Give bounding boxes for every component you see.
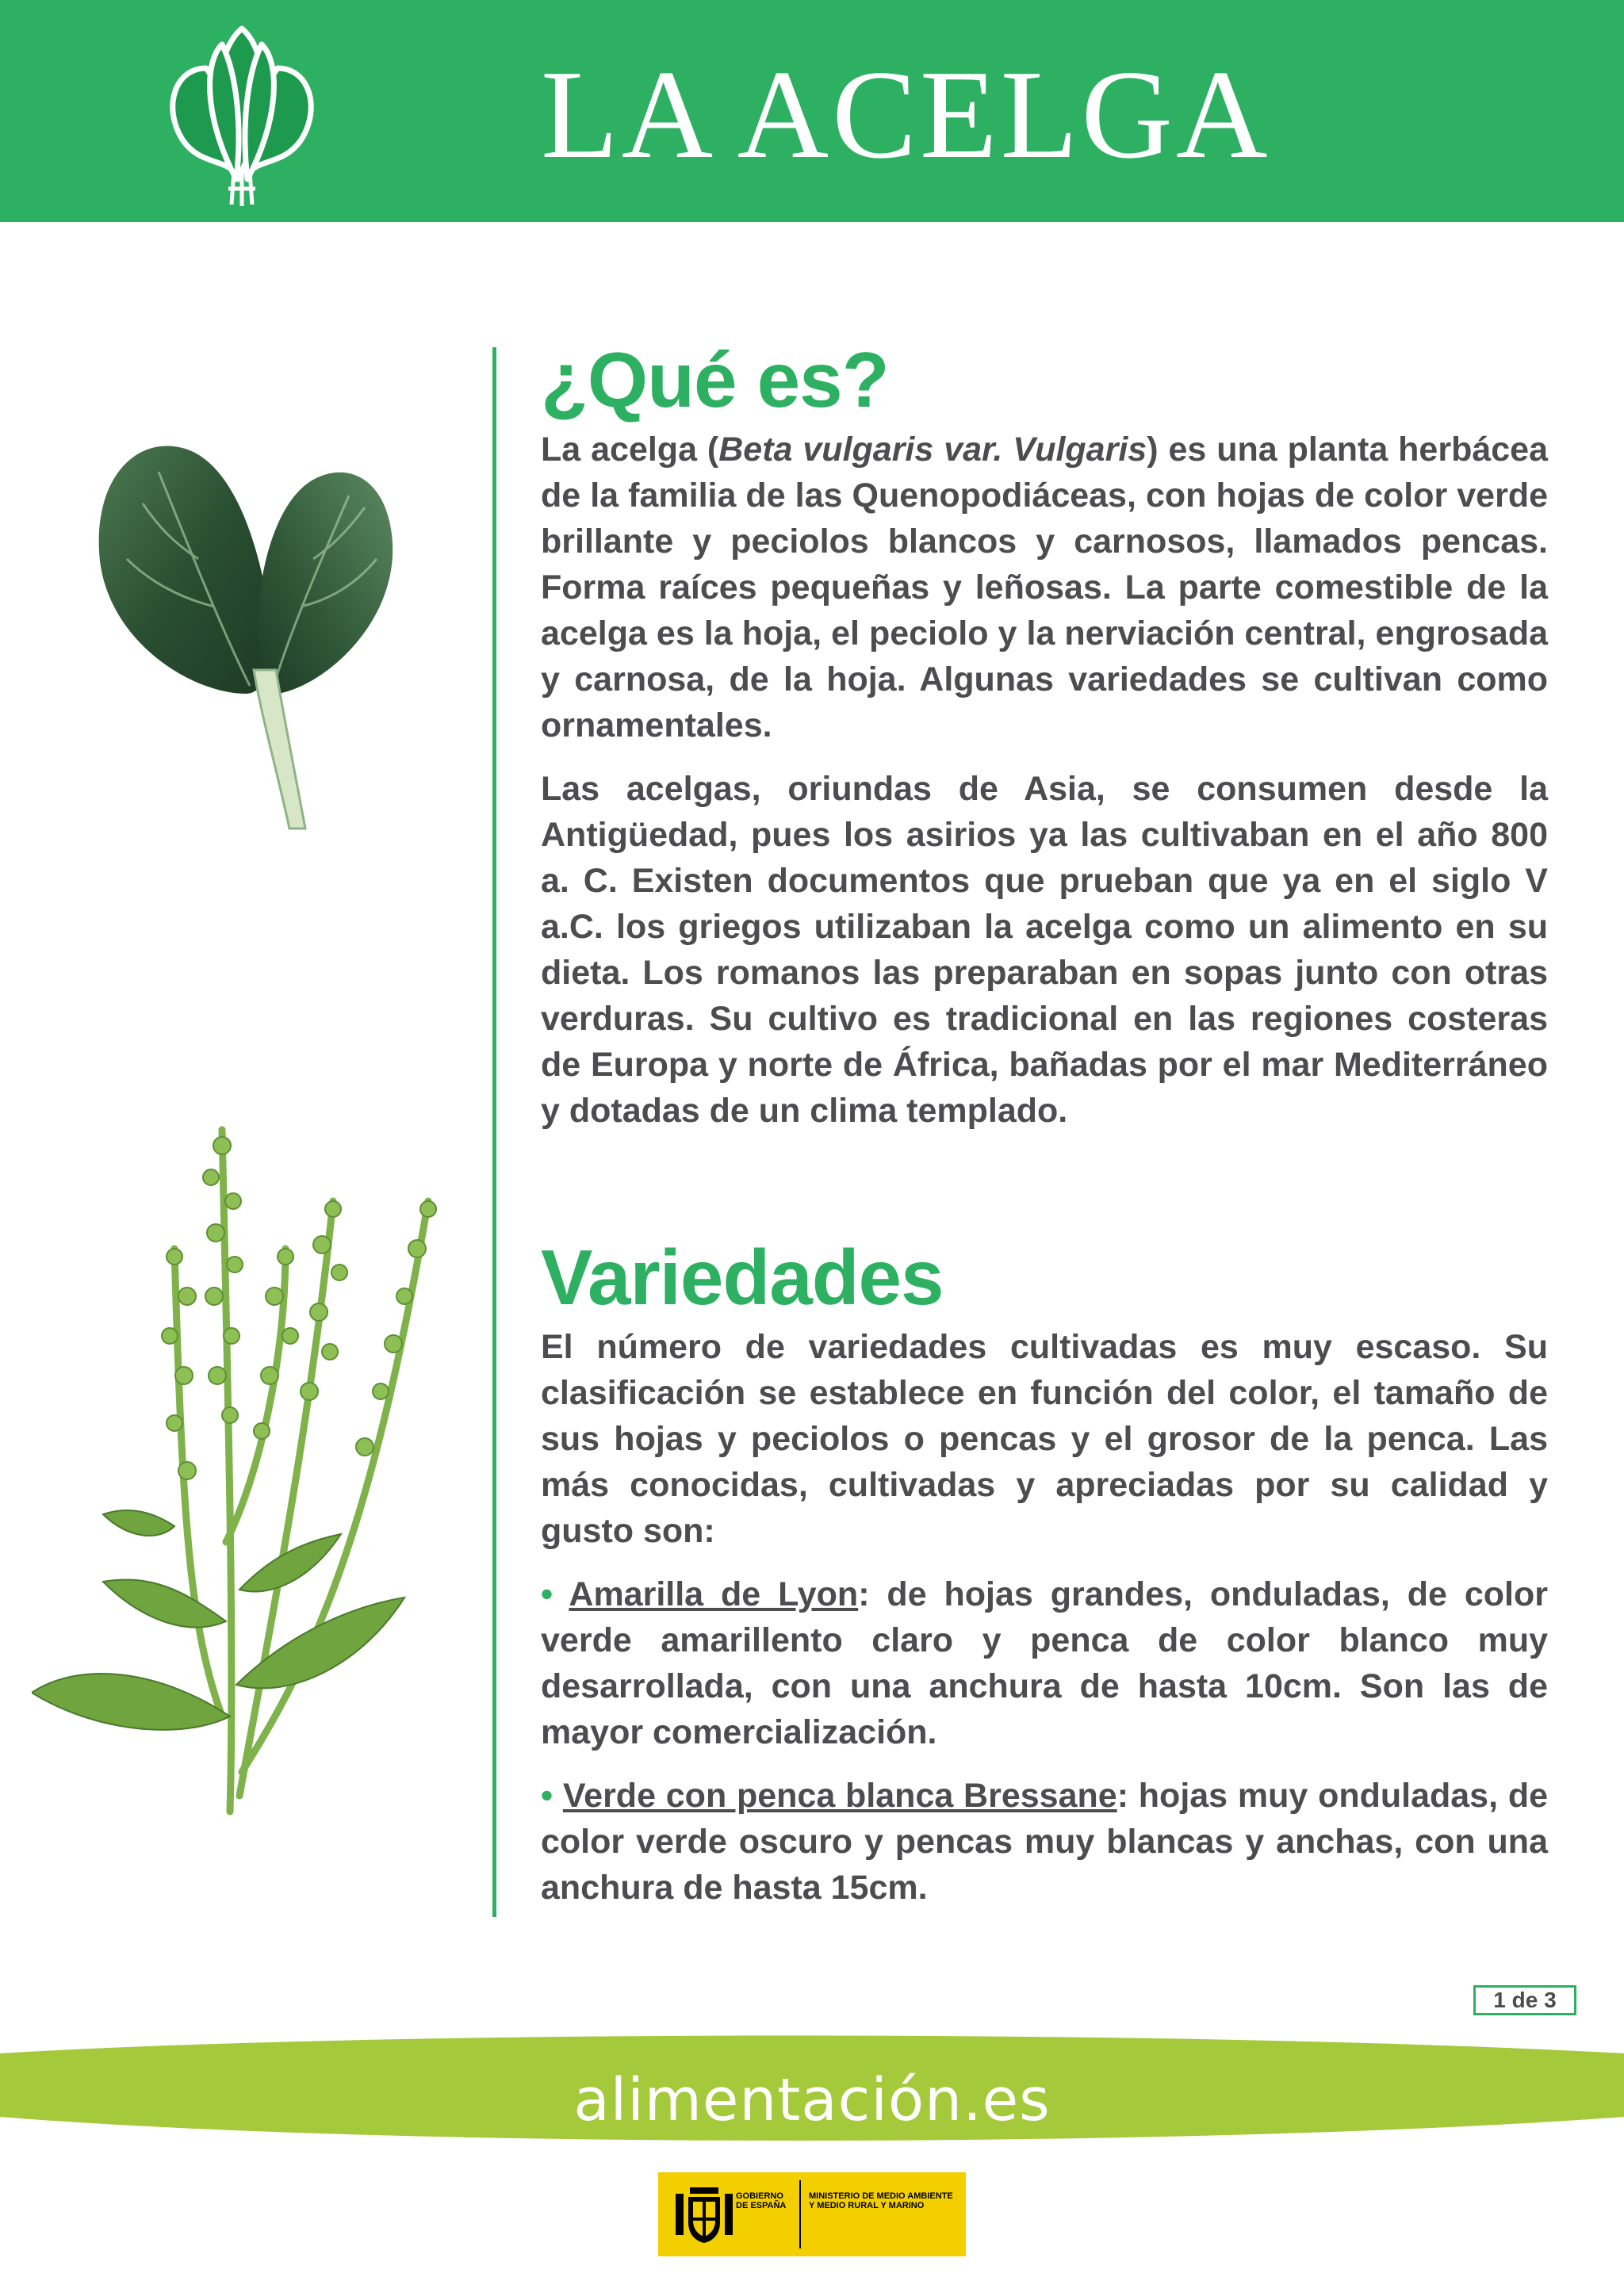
main-content <box>541 333 1548 1928</box>
paragraph-varieties-intro: El número de variedades cultivadas es muy escaso. Su clasificación se establece en función del color, el tamaño de sus hojas y peciolos o pencas y el grosor de la penca. Las más conocidas, cultivadas y apreciadas por su calidad y gusto son: <box>541 1328 1548 1550</box>
chard-leaf-illustration <box>87 432 404 836</box>
paragraph-text: La acelga ( <box>541 430 719 469</box>
chard-bunch-icon <box>159 21 325 211</box>
section-heading-variedades: Variedades <box>541 1234 944 1321</box>
variety-description: : hojas muy onduladas, de color verde oscuro y pencas muy blancas y anchas, con una anchura de hasta 15cm. <box>541 1777 1548 1907</box>
list-item-variety <box>541 1773 1548 1911</box>
variety-name: Verde con penca blanca Bressane <box>562 1777 1117 1815</box>
paragraph-history: Las acelgas, oriundas de Asia, se consumen desde la Antigüedad, pues los asirios ya las cultivaban en el año 800 a. C. Existen documentos que prueban que ya en el siglo V a.C. los griegos utilizaban la acelga como un alimento en su dieta. Los romanos las preparaban en sopas junto con otras verduras. Su cultivo es tradicional en las regiones costeras de Europa y norte de África, bañadas por el mar Mediterráneo y dotadas de un clima templado. <box>541 770 1548 1130</box>
government-logo <box>658 2172 966 2256</box>
footer-brand: alimentación.es <box>573 2066 1051 2134</box>
variety-description: : de hojas grandes, onduladas, de color verde amarillento claro y penca de color blanco muy desarrollada, con una anchura de hasta 10cm. Son las de mayor comercialización. <box>541 1575 1548 1751</box>
list-item-variety <box>541 1571 1548 1755</box>
variety-name: Amarilla de Lyon <box>569 1575 859 1613</box>
gov-separator <box>799 2180 801 2248</box>
header-banner <box>0 0 1624 222</box>
gov-label: GOBIERNO DE ESPAÑA <box>736 2191 787 2210</box>
ministry-label: MINISTERIO DE MEDIO AMBIENTE Y MEDIO RURAL Y MARINO <box>809 2191 953 2210</box>
bullet-icon: • <box>541 1575 553 1613</box>
coat-of-arms-icon <box>672 2183 736 2246</box>
vertical-divider <box>492 347 496 1917</box>
page-title: LA ACELGA <box>541 44 1271 185</box>
bullet-icon: • <box>541 1777 553 1815</box>
section-heading-que-es: ¿Qué es? <box>541 336 889 423</box>
flowering-chard-plant-illustration <box>32 1114 476 1827</box>
paragraph-description <box>541 427 1548 748</box>
paragraph-text: ) es una planta herbácea de la familia de las Quenopodiáceas, con hojas de color verde brillante y peciolos blancos y carnosos, llamados pencas. Forma raíces pequeñas y leñosas. La parte comestible de la acelga es la hoja, el peciolo y la nerviación central, engrosada y carnosa, de la hoja. Algunas variedades se cultivan como ornamentales. <box>541 430 1549 744</box>
species-name: Beta vulgaris var. Vulgaris <box>718 430 1147 469</box>
page-indicator: 1 de 3 <box>1473 1985 1576 2015</box>
